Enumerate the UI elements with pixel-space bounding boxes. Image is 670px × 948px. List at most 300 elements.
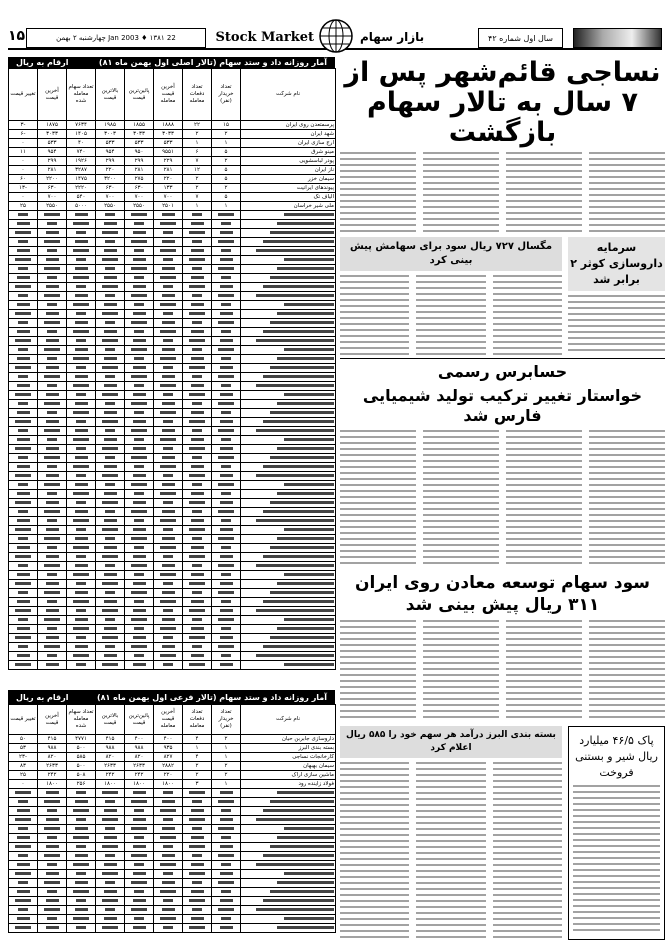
illegible-cell (9, 879, 38, 888)
illegible-cell (96, 409, 125, 418)
illegible-text (17, 465, 30, 468)
illegible-text (15, 636, 31, 639)
illegible-text (102, 366, 118, 369)
value-cell: ۲۲۰ (154, 175, 183, 184)
illegible-text (163, 366, 173, 369)
column-header: تعداد دفعات معامله (183, 705, 212, 735)
illegible-text (284, 528, 334, 531)
value-cell: ۳۰۳۳ (125, 130, 154, 139)
illegible-text (189, 258, 205, 261)
illegible-text (75, 645, 88, 648)
illegible-cell (38, 256, 67, 265)
illegible-text (131, 537, 147, 540)
illegible-cell (241, 499, 336, 508)
illegible-cell (241, 843, 336, 852)
illegible-cell (154, 807, 183, 816)
illegible-cell (154, 382, 183, 391)
illegible-text (46, 474, 59, 477)
illegible-text (133, 231, 146, 234)
illegible-text (73, 600, 89, 603)
illegible-cell (241, 589, 336, 598)
illegible-text (263, 899, 334, 902)
table-row (9, 292, 336, 301)
illegible-text (270, 276, 334, 279)
company-name-cell: شهد ایران (241, 130, 336, 139)
table-row (9, 753, 336, 762)
illegible-text (131, 456, 147, 459)
illegible-cell (154, 319, 183, 328)
table-row (9, 834, 336, 843)
illegible-cell (9, 265, 38, 274)
illegible-text (15, 791, 31, 794)
company-name-cell: ناز ایران (241, 166, 336, 175)
value-cell: ۲۲۰۰ (38, 175, 67, 184)
illegible-cell (183, 661, 212, 670)
illegible-text (47, 836, 57, 839)
table-row (9, 888, 336, 897)
article-body-text (340, 152, 416, 234)
illegible-text (75, 591, 88, 594)
illegible-text (270, 366, 334, 369)
illegible-cell (96, 508, 125, 517)
illegible-cell (67, 553, 96, 562)
column-header: تعداد سهام معامله شده (67, 705, 96, 735)
illegible-cell (241, 852, 336, 861)
table-row (9, 256, 336, 265)
value-cell: ۱ (212, 139, 241, 148)
illegible-text (133, 285, 146, 288)
illegible-cell (154, 625, 183, 634)
illegible-text (44, 267, 60, 270)
illegible-cell (154, 220, 183, 229)
illegible-text (220, 393, 233, 396)
illegible-text (162, 240, 175, 243)
illegible-cell (183, 825, 212, 834)
illegible-text (17, 546, 30, 549)
illegible-cell (67, 481, 96, 490)
illegible-text (15, 339, 31, 342)
illegible-cell (241, 634, 336, 643)
illegible-cell (96, 798, 125, 807)
illegible-cell (212, 364, 241, 373)
illegible-cell (38, 816, 67, 825)
illegible-text (221, 276, 231, 279)
column-header: پائین‌ترین قیمت (125, 705, 154, 735)
illegible-cell (154, 391, 183, 400)
illegible-cell (212, 897, 241, 906)
illegible-text (220, 791, 233, 794)
illegible-text (160, 303, 176, 306)
illegible-text (191, 465, 204, 468)
illegible-cell (125, 562, 154, 571)
illegible-cell (38, 906, 67, 915)
illegible-cell (154, 897, 183, 906)
table-row (9, 652, 336, 661)
company-name-cell: مینو شرق (241, 148, 336, 157)
illegible-text (15, 818, 31, 821)
illegible-cell (212, 789, 241, 798)
illegible-text (75, 294, 88, 297)
illegible-cell (154, 888, 183, 897)
illegible-cell (241, 915, 336, 924)
illegible-text (75, 267, 88, 270)
illegible-text (46, 845, 59, 848)
table-row (9, 184, 336, 193)
illegible-cell (38, 544, 67, 553)
illegible-text (105, 800, 115, 803)
illegible-text (162, 881, 175, 884)
illegible-text (191, 627, 204, 630)
illegible-text (131, 881, 147, 884)
illegible-text (105, 213, 115, 216)
value-cell: ۲۸۱ (154, 166, 183, 175)
illegible-cell (183, 861, 212, 870)
illegible-text (218, 854, 234, 857)
illegible-cell (241, 816, 336, 825)
illegible-text (277, 492, 334, 495)
illegible-text (47, 890, 57, 893)
illegible-text (160, 276, 176, 279)
illegible-cell (212, 625, 241, 634)
illegible-cell (154, 616, 183, 625)
value-cell: ۲ (212, 157, 241, 166)
illegible-text (76, 366, 86, 369)
value-cell: ۸۲۰ (125, 753, 154, 762)
illegible-cell (125, 211, 154, 220)
illegible-cell (38, 924, 67, 933)
illegible-cell (125, 238, 154, 247)
illegible-text (105, 881, 115, 884)
illegible-cell (38, 861, 67, 870)
illegible-text (163, 258, 173, 261)
article-body-text (573, 785, 660, 933)
illegible-text (256, 294, 334, 297)
table-row (9, 400, 336, 409)
illegible-cell (212, 888, 241, 897)
value-cell: ۶۰ (9, 175, 38, 184)
column-header: بالاترین قیمت (96, 705, 125, 735)
illegible-text (131, 908, 147, 911)
illegible-cell (38, 879, 67, 888)
illegible-text (162, 402, 175, 405)
article-body-text (340, 430, 416, 568)
illegible-text (263, 330, 334, 333)
column-header: آخرین قیمت (38, 705, 67, 735)
illegible-text (17, 519, 30, 522)
illegible-text (162, 618, 175, 621)
illegible-cell (125, 580, 154, 589)
illegible-text (134, 384, 144, 387)
illegible-text (105, 321, 115, 324)
illegible-text (189, 339, 205, 342)
company-name-cell: الیاف تک (241, 193, 336, 202)
illegible-text (75, 827, 88, 830)
illegible-text (73, 546, 89, 549)
table-row (9, 364, 336, 373)
illegible-text (47, 600, 57, 603)
illegible-text (218, 321, 234, 324)
illegible-text (75, 908, 88, 911)
article-body-text (589, 152, 665, 234)
illegible-text (104, 465, 117, 468)
illegible-text (105, 618, 115, 621)
illegible-text (105, 267, 115, 270)
illegible-cell (125, 535, 154, 544)
value-cell: ۱ (183, 139, 212, 148)
illegible-cell (154, 373, 183, 382)
value-cell: ۱۹۸۵ (96, 121, 125, 130)
illegible-text (18, 908, 28, 911)
illegible-text (134, 438, 144, 441)
table-row (9, 553, 336, 562)
illegible-text (75, 375, 88, 378)
illegible-cell (9, 643, 38, 652)
illegible-cell (67, 834, 96, 843)
illegible-text (162, 800, 175, 803)
illegible-text (256, 818, 334, 821)
illegible-cell (212, 517, 241, 526)
illegible-cell (212, 870, 241, 879)
illegible-text (189, 447, 205, 450)
illegible-text (189, 366, 205, 369)
illegible-text (277, 402, 334, 405)
illegible-cell (67, 337, 96, 346)
value-cell: ۵۴۰ (67, 193, 96, 202)
table-row (9, 852, 336, 861)
illegible-cell (241, 292, 336, 301)
illegible-cell (154, 427, 183, 436)
value-cell: ۵ (212, 193, 241, 202)
illegible-cell (38, 562, 67, 571)
illegible-text (76, 231, 86, 234)
illegible-text (192, 267, 202, 270)
divider (340, 358, 665, 359)
table-row (9, 526, 336, 535)
illegible-text (163, 285, 173, 288)
illegible-cell (154, 879, 183, 888)
table-row (9, 915, 336, 924)
illegible-cell (125, 328, 154, 337)
illegible-text (134, 465, 144, 468)
illegible-text (192, 429, 202, 432)
illegible-text (277, 582, 334, 585)
illegible-text (75, 881, 88, 884)
illegible-cell (241, 789, 336, 798)
illegible-cell (96, 445, 125, 454)
column-header: تغییر قیمت (9, 69, 38, 121)
illegible-text (75, 429, 88, 432)
value-cell: ۰ (9, 166, 38, 175)
illegible-text (46, 899, 59, 902)
value-cell: ۱ (212, 202, 241, 211)
illegible-cell (183, 211, 212, 220)
illegible-text (47, 303, 57, 306)
illegible-text (15, 609, 31, 612)
value-cell: ۸۳ (9, 762, 38, 771)
illegible-cell (9, 825, 38, 834)
illegible-text (220, 582, 233, 585)
illegible-cell (96, 391, 125, 400)
illegible-cell (125, 616, 154, 625)
illegible-text (160, 330, 176, 333)
illegible-cell (96, 580, 125, 589)
illegible-text (191, 357, 204, 360)
illegible-text (76, 420, 86, 423)
illegible-text (220, 899, 233, 902)
illegible-text (73, 654, 89, 657)
illegible-cell (9, 652, 38, 661)
illegible-cell (67, 409, 96, 418)
illegible-cell (9, 454, 38, 463)
illegible-text (192, 294, 202, 297)
illegible-text (18, 881, 28, 884)
illegible-cell (9, 906, 38, 915)
table-row (9, 625, 336, 634)
illegible-cell (67, 391, 96, 400)
illegible-text (104, 890, 117, 893)
illegible-text (270, 890, 334, 893)
value-cell: ۲ (183, 771, 212, 780)
illegible-cell (183, 454, 212, 463)
illegible-text (263, 420, 334, 423)
illegible-cell (96, 418, 125, 427)
illegible-text (220, 636, 233, 639)
illegible-text (220, 818, 233, 821)
illegible-text (46, 872, 59, 875)
illegible-cell (67, 454, 96, 463)
illegible-text (47, 546, 57, 549)
illegible-cell (125, 553, 154, 562)
illegible-text (76, 393, 86, 396)
table-row (9, 607, 336, 616)
illegible-cell (9, 229, 38, 238)
illegible-cell (125, 355, 154, 364)
table-row (9, 319, 336, 328)
illegible-text (73, 411, 89, 414)
illegible-cell (67, 463, 96, 472)
article-headline: پاک ۴۶/۵ میلیارد ریال شیر و بستنی فروخت (575, 734, 658, 779)
illegible-text (15, 231, 31, 234)
column-header: پائین‌ترین قیمت (125, 69, 154, 121)
value-cell: ۱۵ (212, 121, 241, 130)
illegible-text (76, 555, 86, 558)
illegible-text (75, 402, 88, 405)
illegible-text (15, 872, 31, 875)
illegible-cell (154, 589, 183, 598)
illegible-cell (125, 409, 154, 418)
illegible-cell (38, 400, 67, 409)
illegible-cell (125, 870, 154, 879)
illegible-cell (154, 870, 183, 879)
illegible-cell (96, 553, 125, 562)
illegible-cell (9, 852, 38, 861)
illegible-text (218, 240, 234, 243)
illegible-cell (9, 616, 38, 625)
illegible-text (284, 872, 334, 875)
illegible-cell (212, 328, 241, 337)
illegible-cell (125, 490, 154, 499)
illegible-text (163, 447, 173, 450)
illegible-text (162, 321, 175, 324)
table-row (9, 643, 336, 652)
illegible-cell (125, 924, 154, 933)
illegible-text (189, 609, 205, 612)
illegible-text (160, 917, 176, 920)
illegible-text (218, 908, 234, 911)
illegible-text (44, 537, 60, 540)
illegible-text (256, 863, 334, 866)
illegible-cell (241, 598, 336, 607)
illegible-cell (125, 625, 154, 634)
illegible-text (73, 519, 89, 522)
illegible-cell (67, 915, 96, 924)
company-name-cell: پیوندهای ایرانیت (241, 184, 336, 193)
illegible-cell (125, 879, 154, 888)
illegible-cell (38, 652, 67, 661)
illegible-cell (183, 798, 212, 807)
illegible-cell (9, 409, 38, 418)
illegible-text (105, 854, 115, 857)
value-cell: ۵۳۳ (38, 139, 67, 148)
illegible-cell (125, 373, 154, 382)
illegible-text (270, 231, 334, 234)
illegible-cell (96, 888, 125, 897)
illegible-text (133, 872, 146, 875)
illegible-cell (183, 843, 212, 852)
illegible-text (131, 348, 147, 351)
illegible-cell (9, 436, 38, 445)
illegible-cell (96, 526, 125, 535)
illegible-cell (67, 472, 96, 481)
illegible-text (105, 645, 115, 648)
illegible-text (73, 917, 89, 920)
illegible-text (131, 483, 147, 486)
illegible-cell (9, 789, 38, 798)
table-row (9, 661, 336, 670)
illegible-cell (96, 454, 125, 463)
illegible-cell (212, 580, 241, 589)
illegible-text (47, 519, 57, 522)
illegible-cell (241, 427, 336, 436)
issue-number: سال اول شماره ۴۲ (478, 28, 563, 48)
illegible-cell (183, 535, 212, 544)
illegible-cell (125, 526, 154, 535)
illegible-text (17, 863, 30, 866)
illegible-text (102, 899, 118, 902)
company-name-cell: داروسازی جابربن حیان (241, 735, 336, 744)
illegible-cell (67, 924, 96, 933)
table-row (9, 816, 336, 825)
illegible-cell (212, 526, 241, 535)
illegible-text (17, 917, 30, 920)
illegible-cell (183, 373, 212, 382)
illegible-text (47, 863, 57, 866)
illegible-cell (96, 870, 125, 879)
illegible-text (76, 285, 86, 288)
illegible-cell (212, 535, 241, 544)
illegible-text (104, 917, 117, 920)
illegible-text (44, 827, 60, 830)
illegible-cell (183, 789, 212, 798)
illegible-cell (125, 364, 154, 373)
illegible-text (270, 546, 334, 549)
illegible-cell (212, 915, 241, 924)
illegible-cell (125, 445, 154, 454)
illegible-text (44, 800, 60, 803)
illegible-text (18, 213, 28, 216)
illegible-text (73, 438, 89, 441)
illegible-cell (241, 580, 336, 589)
